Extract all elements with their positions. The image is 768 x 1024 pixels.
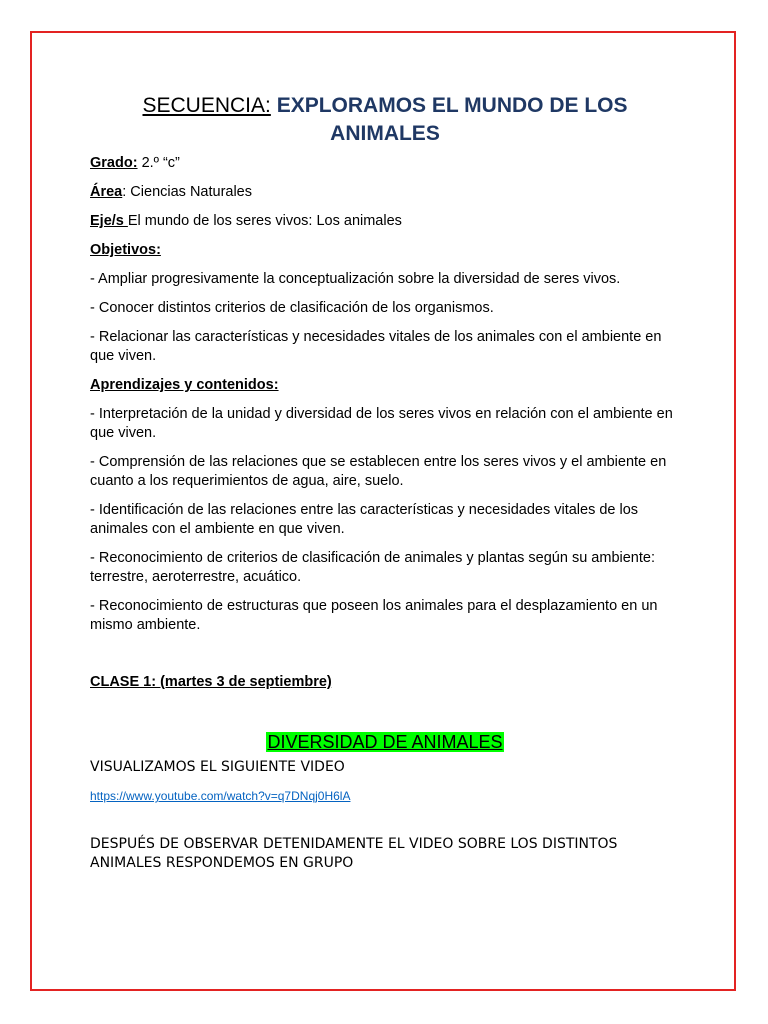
grado-label: Grado: bbox=[90, 155, 138, 171]
video-link[interactable]: https://www.youtube.com/watch?v=q7DNqj0H6lA bbox=[90, 789, 351, 803]
area-label: Área bbox=[90, 184, 123, 200]
objetivos-heading: Objetivos: bbox=[90, 242, 161, 258]
objetivo-item: - Relacionar las características y necesidades vitales de los animales con el ambiente en que viven. bbox=[90, 329, 662, 364]
document-content bbox=[90, 92, 680, 873]
page-title bbox=[90, 92, 680, 148]
aprendizaje-item: - Identificación de las relaciones entre las características y necesidades vitales de los animales con el ambiente en que viven. bbox=[90, 502, 639, 537]
eje-line bbox=[90, 212, 680, 231]
eje-value: El mundo de los seres vivos: Los animales bbox=[127, 213, 402, 229]
clase-heading: CLASE 1: (martes 3 de septiembre) bbox=[90, 674, 332, 690]
aprendizajes-heading: Aprendizajes y contenidos: bbox=[90, 377, 279, 393]
aprendizaje-item: - Reconocimiento de estructuras que poseen los animales para el desplazamiento en un mismo ambiente. bbox=[90, 598, 658, 633]
aprendizaje-item: - Interpretación de la unidad y diversidad de los seres vivos en relación con el ambiente en que viven. bbox=[90, 406, 673, 441]
grado-value: 2.º “c” bbox=[141, 155, 180, 171]
eje-label: Eje/s bbox=[90, 213, 128, 229]
aprendizaje-item: - Reconocimiento de criterios de clasificación de animales y plantas según su ambiente: terrestre, aeroterrestre, acuático. bbox=[90, 550, 655, 585]
diversidad-heading: DIVERSIDAD DE ANIMALES bbox=[267, 732, 503, 752]
title-main: EXPLORAMOS EL MUNDO DE LOS ANIMALES bbox=[276, 94, 628, 145]
objetivo-item: - Ampliar progresivamente la conceptualización sobre la diversidad de seres vivos. bbox=[90, 271, 621, 287]
aprendizaje-item: - Comprensión de las relaciones que se establecen entre los seres vivos y el ambiente en cuanto a los requerimientos de agua, aire, suelo. bbox=[90, 454, 667, 489]
area-value: : Ciencias Naturales bbox=[122, 184, 252, 200]
grado-line bbox=[90, 154, 680, 173]
objetivo-item: - Conocer distintos criterios de clasificación de los organismos. bbox=[90, 300, 494, 316]
diversidad-heading-wrap bbox=[90, 730, 680, 754]
area-line bbox=[90, 183, 680, 202]
title-prefix: SECUENCIA: bbox=[142, 94, 271, 117]
visualizamos-text: VISUALIZAMOS EL SIGUIENTE VIDEO bbox=[90, 759, 345, 775]
despues-text: DESPUÉS DE OBSERVAR DETENIDAMENTE EL VIDEO SOBRE LOS DISTINTOS ANIMALES RESPONDEMOS EN GRUPO bbox=[90, 836, 618, 871]
